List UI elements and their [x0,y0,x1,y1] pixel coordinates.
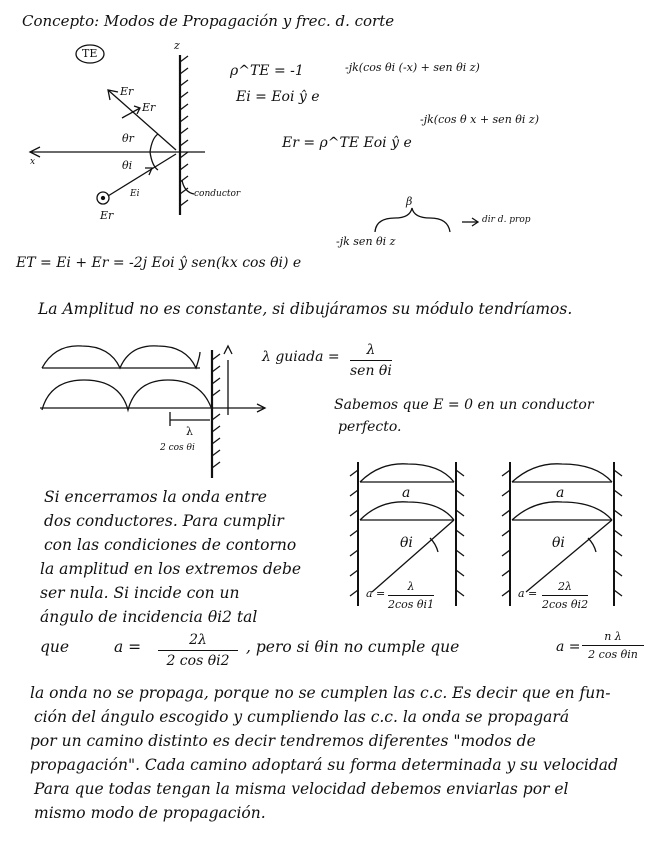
paragraph-2-line-4: la amplitud en los extremos debe [40,560,302,578]
sabemos-line-2: perfecto. [338,419,402,435]
paragraph-2-line-6: ángulo de incidencia θi2 tal [40,608,258,626]
paragraph-2-line-1: Si encerramos la onda entre [44,488,267,506]
right-guide-mode-2 [512,502,612,520]
condition-den-2: 2 cos θin [588,648,638,661]
paragraph-3-line-1: la onda no se propaga, porque no se cumplen las c.c. Es decir que en fun- [30,684,611,702]
beta-label: β [406,195,413,208]
paragraph-2-line-3: con las condiciones de contorno [44,536,297,554]
paragraph-2-line-2: dos conductores. Para cumplir [44,512,284,530]
er-vector-label: Er [142,101,156,114]
left-guide-eq-den: 2cos θi1 [388,598,435,611]
amplitude-sentence: La Amplitud no es constante, si dibujáramos su módulo tendríamos. [38,300,573,318]
left-guide-eq-fraction [388,580,434,611]
dir-prop-label: dir d. prop [482,215,531,225]
et-equation: ET = Ei + Er = -2j Eoi ŷ sen(kx cos θi) e [16,255,302,271]
left-guide-eq-num: λ [388,580,434,596]
page-title: Concepto: Modos de Propagación y frec. d. corte [22,12,395,30]
condition-a-eq: a = [114,638,142,656]
ei-vector-label: Er [100,209,114,222]
mode-label: TE [82,47,98,60]
conductor-label: conductor [194,189,241,199]
lambda-guided-label: λ guiada = [262,349,340,365]
right-guide-eq-lhs: a = [518,587,538,600]
left-guide-mode-2 [360,502,454,520]
paragraph-3-line-2: ción del ángulo escogido y cumpliendo las c.c. la onda se propagará [34,708,570,726]
left-guide-theta: θi [400,535,413,551]
condition-a-eq-2: a = [556,639,581,655]
theta-r-label: θr [122,132,134,145]
condition-den-1: 2 cos θi2 [166,653,230,669]
left-guide-mode-1 [360,464,454,482]
theta-i-label: θi [122,159,133,172]
lambda-guided-den: sen θi [350,363,392,379]
left-guide-eq-lhs: a = [366,587,386,600]
ei-equation: Ei = Eoi ŷ e [236,89,320,105]
exponent-1: -jk(cos θi (-x) + sen θi z) [345,61,480,74]
paragraph-3-line-3: por un camino distinto es decir tendremos diferentes "modos de [30,732,536,750]
condition-num-1: 2λ [158,632,238,651]
condition-fraction-2 [582,630,644,661]
condition-que: que [40,638,70,656]
incident-ray-label: Ei [130,189,140,199]
lambda-guided-num: λ [350,342,392,361]
right-guide-eq-num: 2λ [542,580,588,596]
paragraph-3-line-4: propagación". Cada camino adoptará su forma determinada y su velocidad [30,756,618,774]
right-guide-a: a [556,485,565,501]
paragraph-2-line-5: ser nula. Si incide con un [40,584,240,602]
paragraph-3-line-6: mismo modo de propagación. [34,804,266,822]
reflected-ray-label: Er [120,85,134,98]
exponent-3: -jk sen θi z [336,235,396,248]
axis-z-label: z [174,39,180,52]
condition-pero: , pero si θin no cumple que [246,638,460,656]
rho-equation: ρ^TE = -1 [230,63,304,79]
axis-x-label: x [30,157,36,167]
condition-fraction-1 [158,632,238,669]
paragraph-3-line-5: Para que todas tengan la misma velocidad debemos enviarlas por el [34,780,569,798]
left-guide-a: a [402,485,411,501]
half-lambda-num: λ [186,425,193,438]
condition-num-2: n λ [582,630,644,646]
exponent-2: -jk(cos θ x + sen θi z) [420,113,540,126]
half-lambda-den: 2 cos θi [160,443,195,453]
right-guide-eq-fraction [542,580,588,611]
er-equation: Er = ρ^TE Eoi ŷ e [282,135,412,151]
right-guide-mode-1 [512,464,612,482]
sabemos-line-1: Sabemos que E = 0 en un conductor [334,397,594,413]
right-guide-eq-den: 2cos θi2 [542,598,589,611]
right-guide-theta: θi [552,535,565,551]
